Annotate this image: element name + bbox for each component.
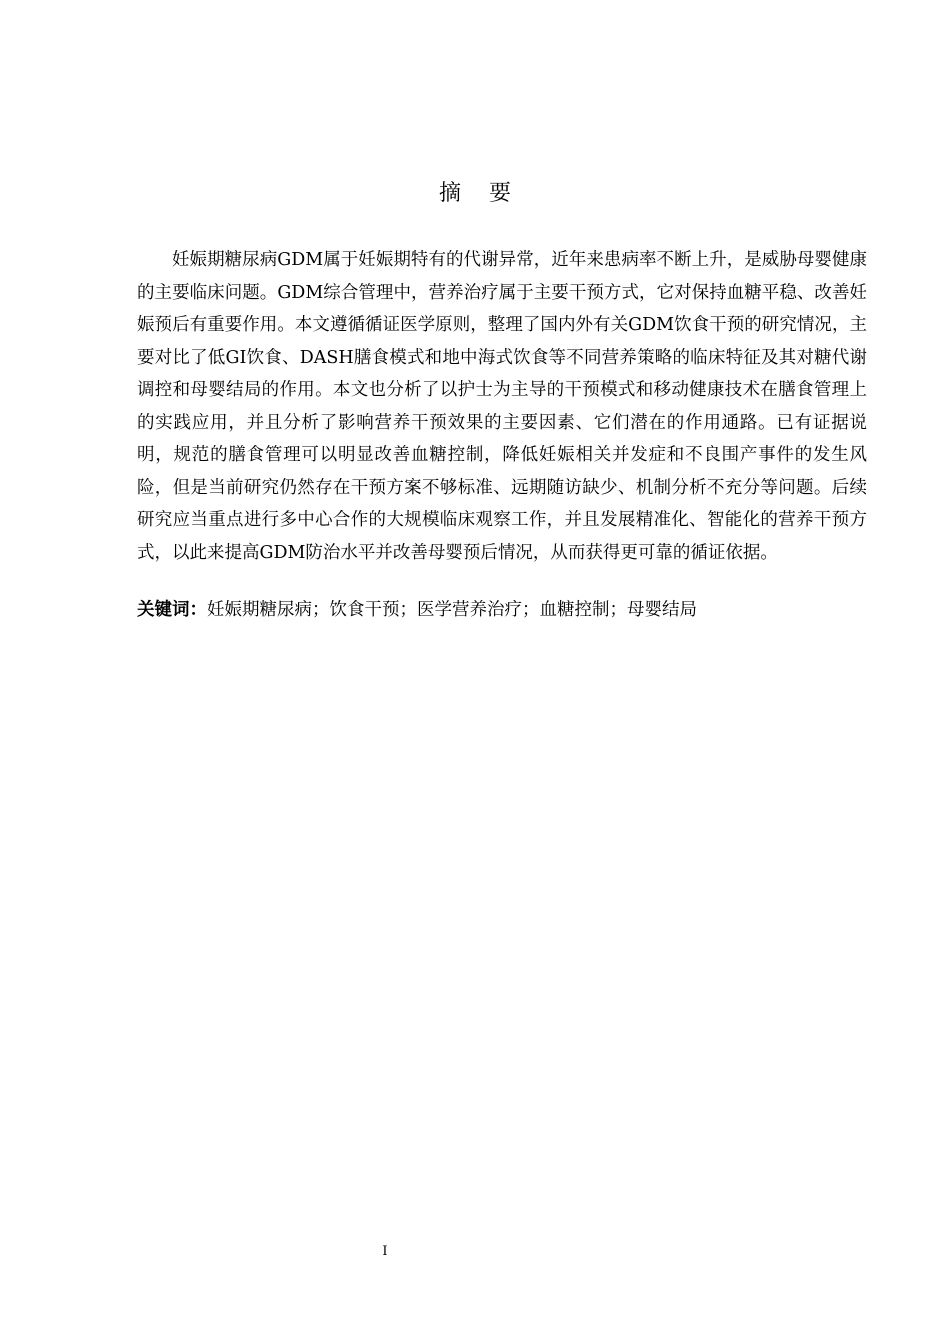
- keywords-text: 妊娠期糖尿病；饮食干预；医学营养治疗；血糖控制；母婴结局: [207, 600, 697, 620]
- keywords-label: 关键词：: [137, 600, 207, 620]
- abstract-title: 摘 要: [439, 181, 511, 206]
- abstract-paragraph: 妊娠期糖尿病GDM属于妊娠期特有的代谢异常，近年来患病率不断上升，是威胁母婴健康的主要临床问题。GDM综合管理中，营养治疗属于主要干预方式，它对保持血糖平稳、改善妊娠预后有重要作用。本文遵循循证医学原则，整理了国内外有关GDM饮食干预的研究情况，主要对比了低GI饮食、DASH膳食模式和地中海式饮食等不同营养策略的临床特征及其对糖代谢调控和母婴结局的作用。本文也分析了以护士为主导的干预模式和移动健康技术在膳食管理上的实践应用，并且分析了影响营养干预效果的主要因素、它们潜在的作用通路。已有证据说明，规范的膳食管理可以明显改善血糖控制，降低妊娠相关并发症和不良围产事件的发生风险，但是当前研究仍然存在干预方案不够标准、远期随访缺少、机制分析不充分等问题。后续研究应当重点进行多中心合作的大规模临床观察工作，并且发展精准化、智能化的营养干预方式，以此来提高GDM防治水平并改善母婴预后情况，从而获得更可靠的循证依据。: [137, 250, 867, 563]
- page-number: I: [382, 1244, 388, 1259]
- keywords-line: [137, 594, 867, 626]
